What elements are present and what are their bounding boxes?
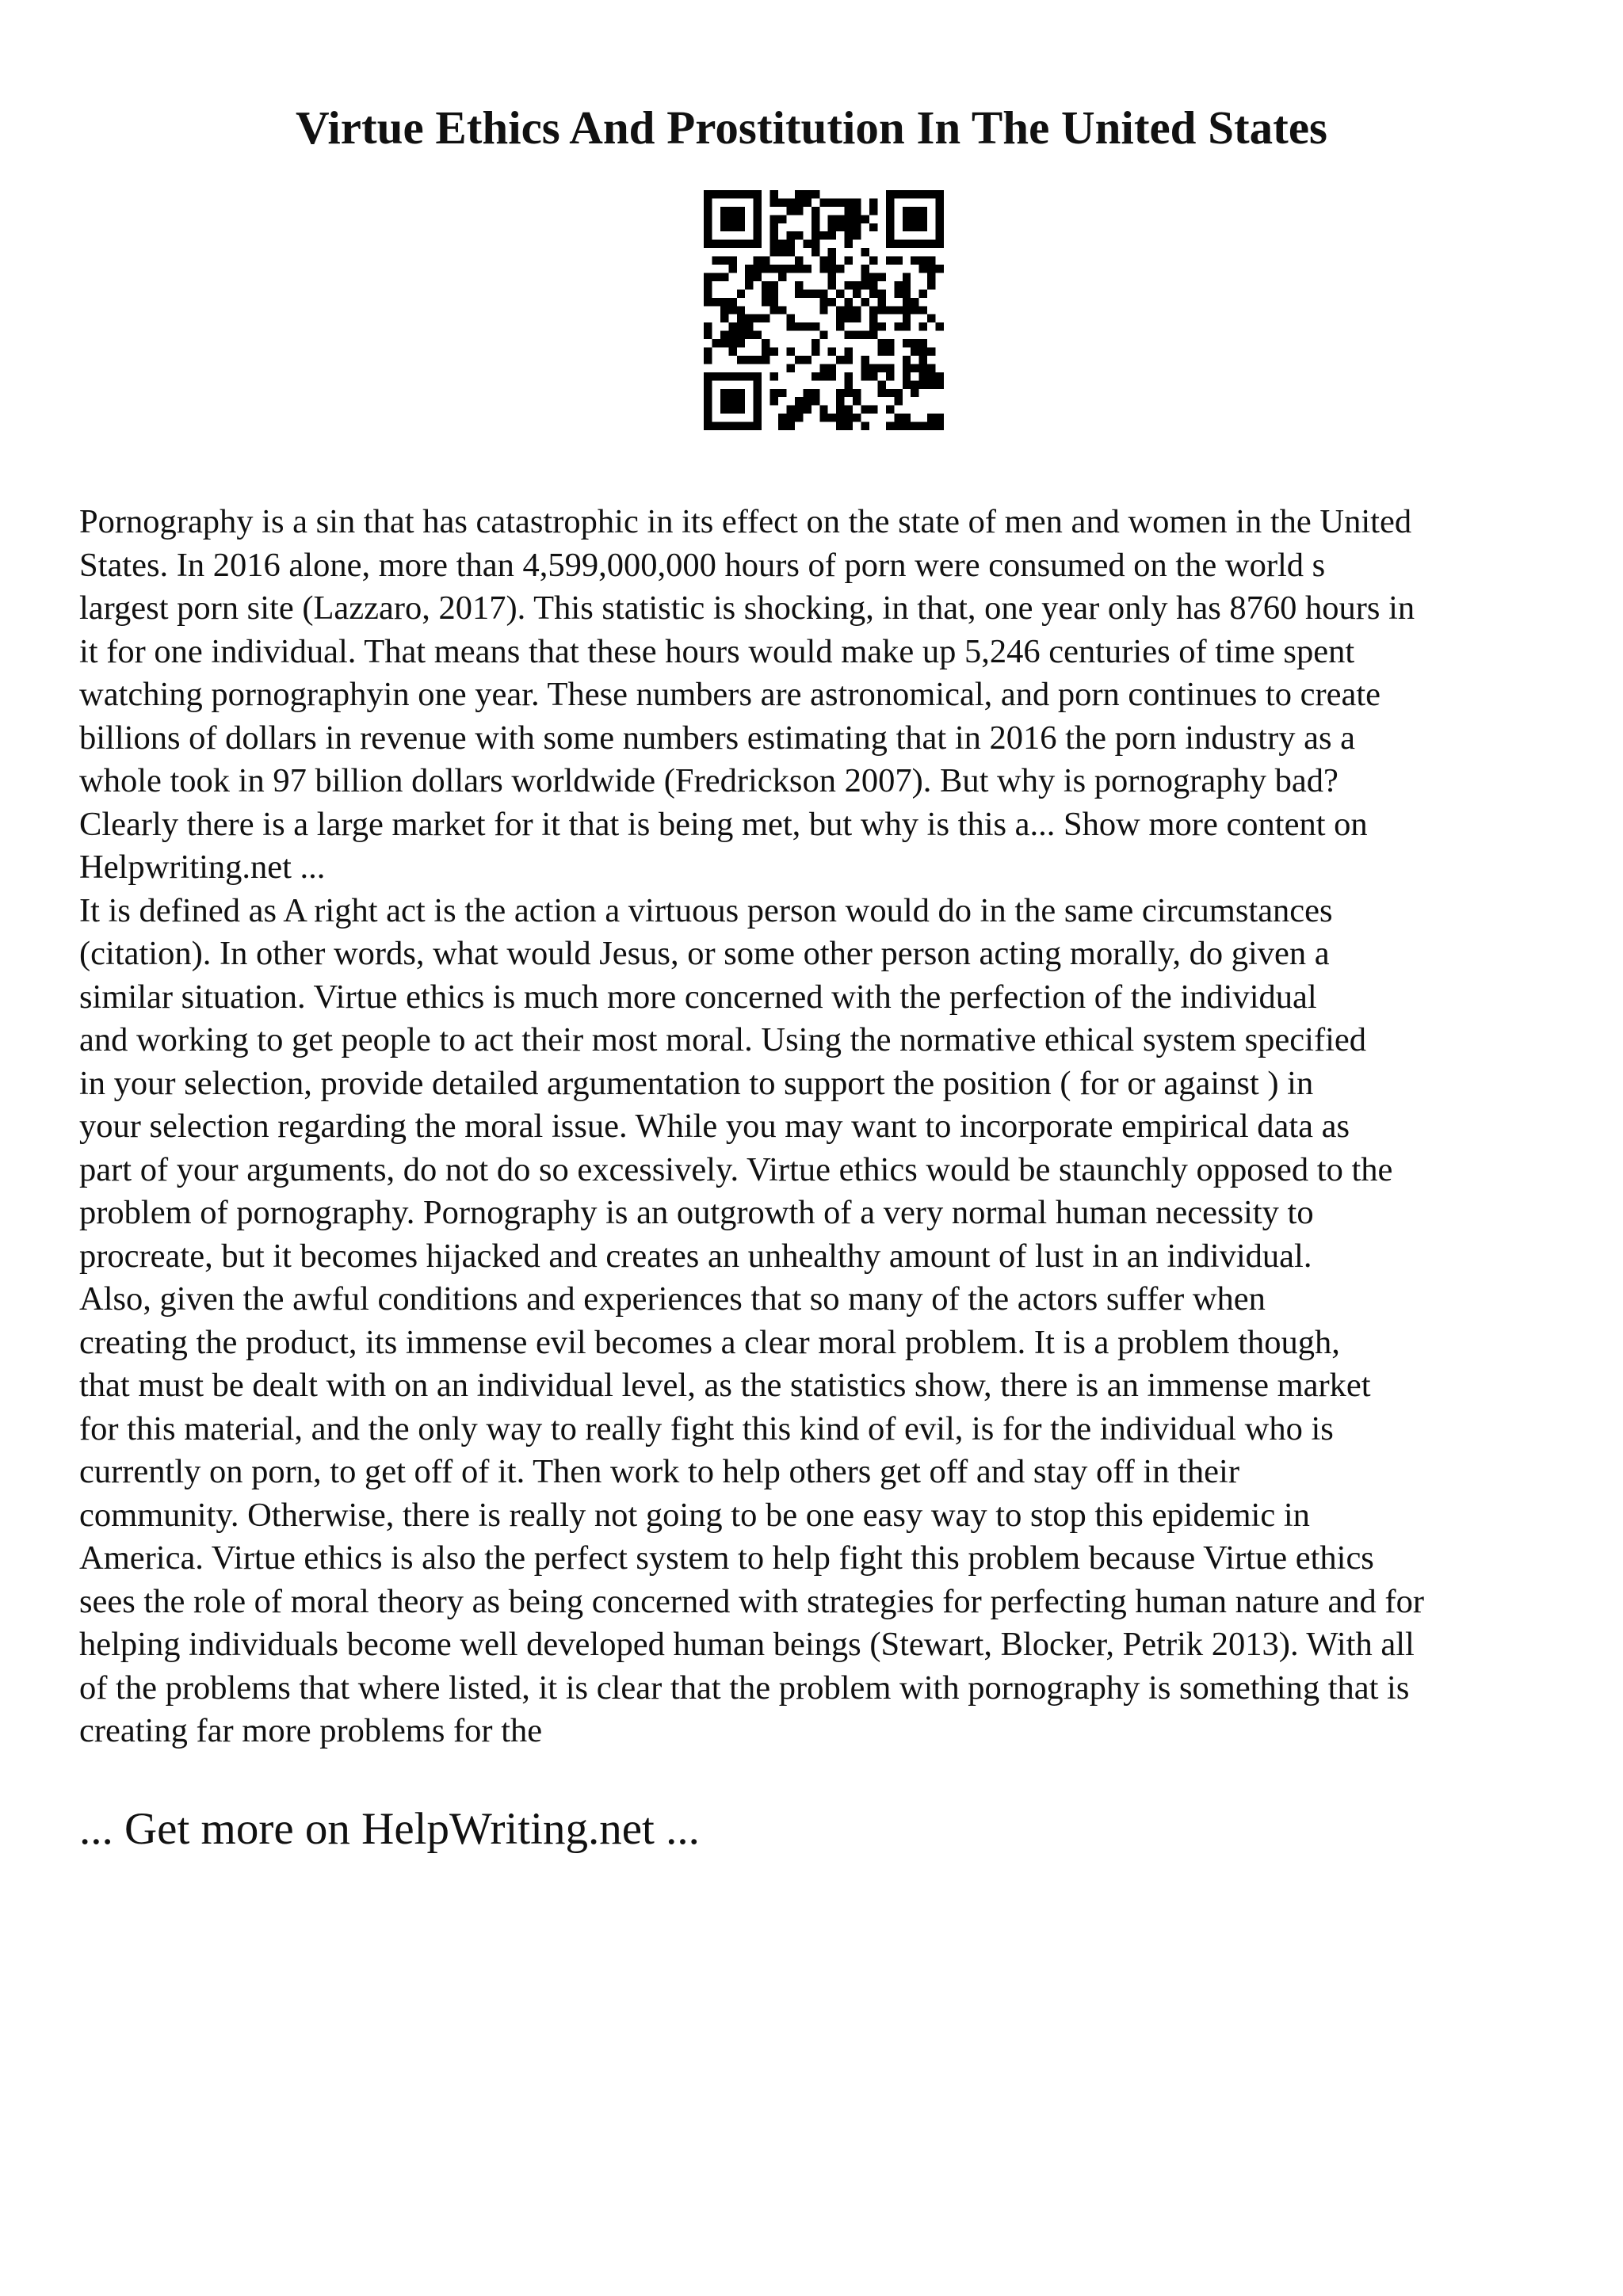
body-line: helping individuals become well developed human beings (Stewart, Blocker, Petrik 2013). With all: [79, 1626, 1415, 1663]
body-line: Pornography is a sin that has catastrophic in its effect on the state of men and women in the United: [79, 503, 1412, 540]
qr-code: [704, 190, 944, 430]
show-more-line[interactable]: Clearly there is a large market for it that is being met, but why is this a... Show more content on: [79, 805, 1368, 843]
body-line: America. Virtue ethics is also the perfect system to help fight this problem because Virtue ethics: [79, 1539, 1374, 1577]
body-line: your selection regarding the moral issue. While you may want to incorporate empirical data as: [79, 1108, 1350, 1145]
show-more-link[interactable]: Helpwriting.net ...: [79, 849, 326, 886]
body-line: whole took in 97 billion dollars worldwide (Fredrickson 2007). But why is pornography bad?: [79, 762, 1338, 799]
body-line: creating far more problems for the: [79, 1712, 543, 1749]
document-title: Virtue Ethics And Prostitution In The United States: [296, 101, 1327, 154]
body-line: It is defined as A right act is the action a virtuous person would do in the same circumstances: [79, 891, 1333, 929]
body-line: States. In 2016 alone, more than 4,599,000,000 hours of porn were consumed on the world s: [79, 546, 1326, 584]
get-more-link[interactable]: ... Get more on HelpWriting.net ...: [79, 1804, 700, 1854]
body-line: that must be dealt with on an individual level, as the statistics show, there is an immense market: [79, 1367, 1371, 1404]
body-line: watching pornographyin one year. These numbers are astronomical, and porn continues to create: [79, 676, 1381, 713]
body-line: currently on porn, to get off of it. Then work to help others get off and stay off in their: [79, 1453, 1239, 1490]
body-line: Also, given the awful conditions and experiences that so many of the actors suffer when: [79, 1280, 1266, 1318]
body-line: problem of pornography. Pornography is an outgrowth of a very normal human necessity to: [79, 1194, 1314, 1231]
body-line: in your selection, provide detailed argumentation to support the position ( for or against ) in: [79, 1064, 1314, 1102]
qr-code-graphic: [704, 190, 944, 430]
body-line: procreate, but it becomes hijacked and creates an unhealthy amount of lust in an individual.: [79, 1237, 1312, 1275]
body-line: community. Otherwise, there is really not going to be one easy way to stop this epidemic in: [79, 1496, 1310, 1534]
body-line: billions of dollars in revenue with some numbers estimating that in 2016 the porn industry as a: [79, 719, 1356, 757]
body-line: for this material, and the only way to really fight this kind of evil, is for the individual who is: [79, 1409, 1334, 1447]
body-text: [79, 501, 1566, 1753]
body-line: creating the product, its immense evil becomes a clear moral problem. It is a problem though,: [79, 1323, 1340, 1361]
body-line: it for one individual. That means that these hours would make up 5,246 centuries of time spent: [79, 632, 1355, 670]
body-line: largest porn site (Lazzaro, 2017). This statistic is shocking, in that, one year only has 8760 hours in: [79, 589, 1415, 627]
body-line: part of your arguments, do not do so excessively. Virtue ethics would be staunchly opposed to the: [79, 1150, 1393, 1188]
body-line: similar situation. Virtue ethics is much more concerned with the perfection of the individual: [79, 978, 1317, 1016]
body-line: sees the role of moral theory as being concerned with strategies for perfecting human nature and for: [79, 1582, 1424, 1620]
body-line: and working to get people to act their most moral. Using the normative ethical system specified: [79, 1021, 1367, 1058]
body-line: of the problems that where listed, it is clear that the problem with pornography is something that is: [79, 1669, 1410, 1707]
body-line: (citation). In other words, what would Jesus, or some other person acting morally, do given a: [79, 935, 1330, 972]
